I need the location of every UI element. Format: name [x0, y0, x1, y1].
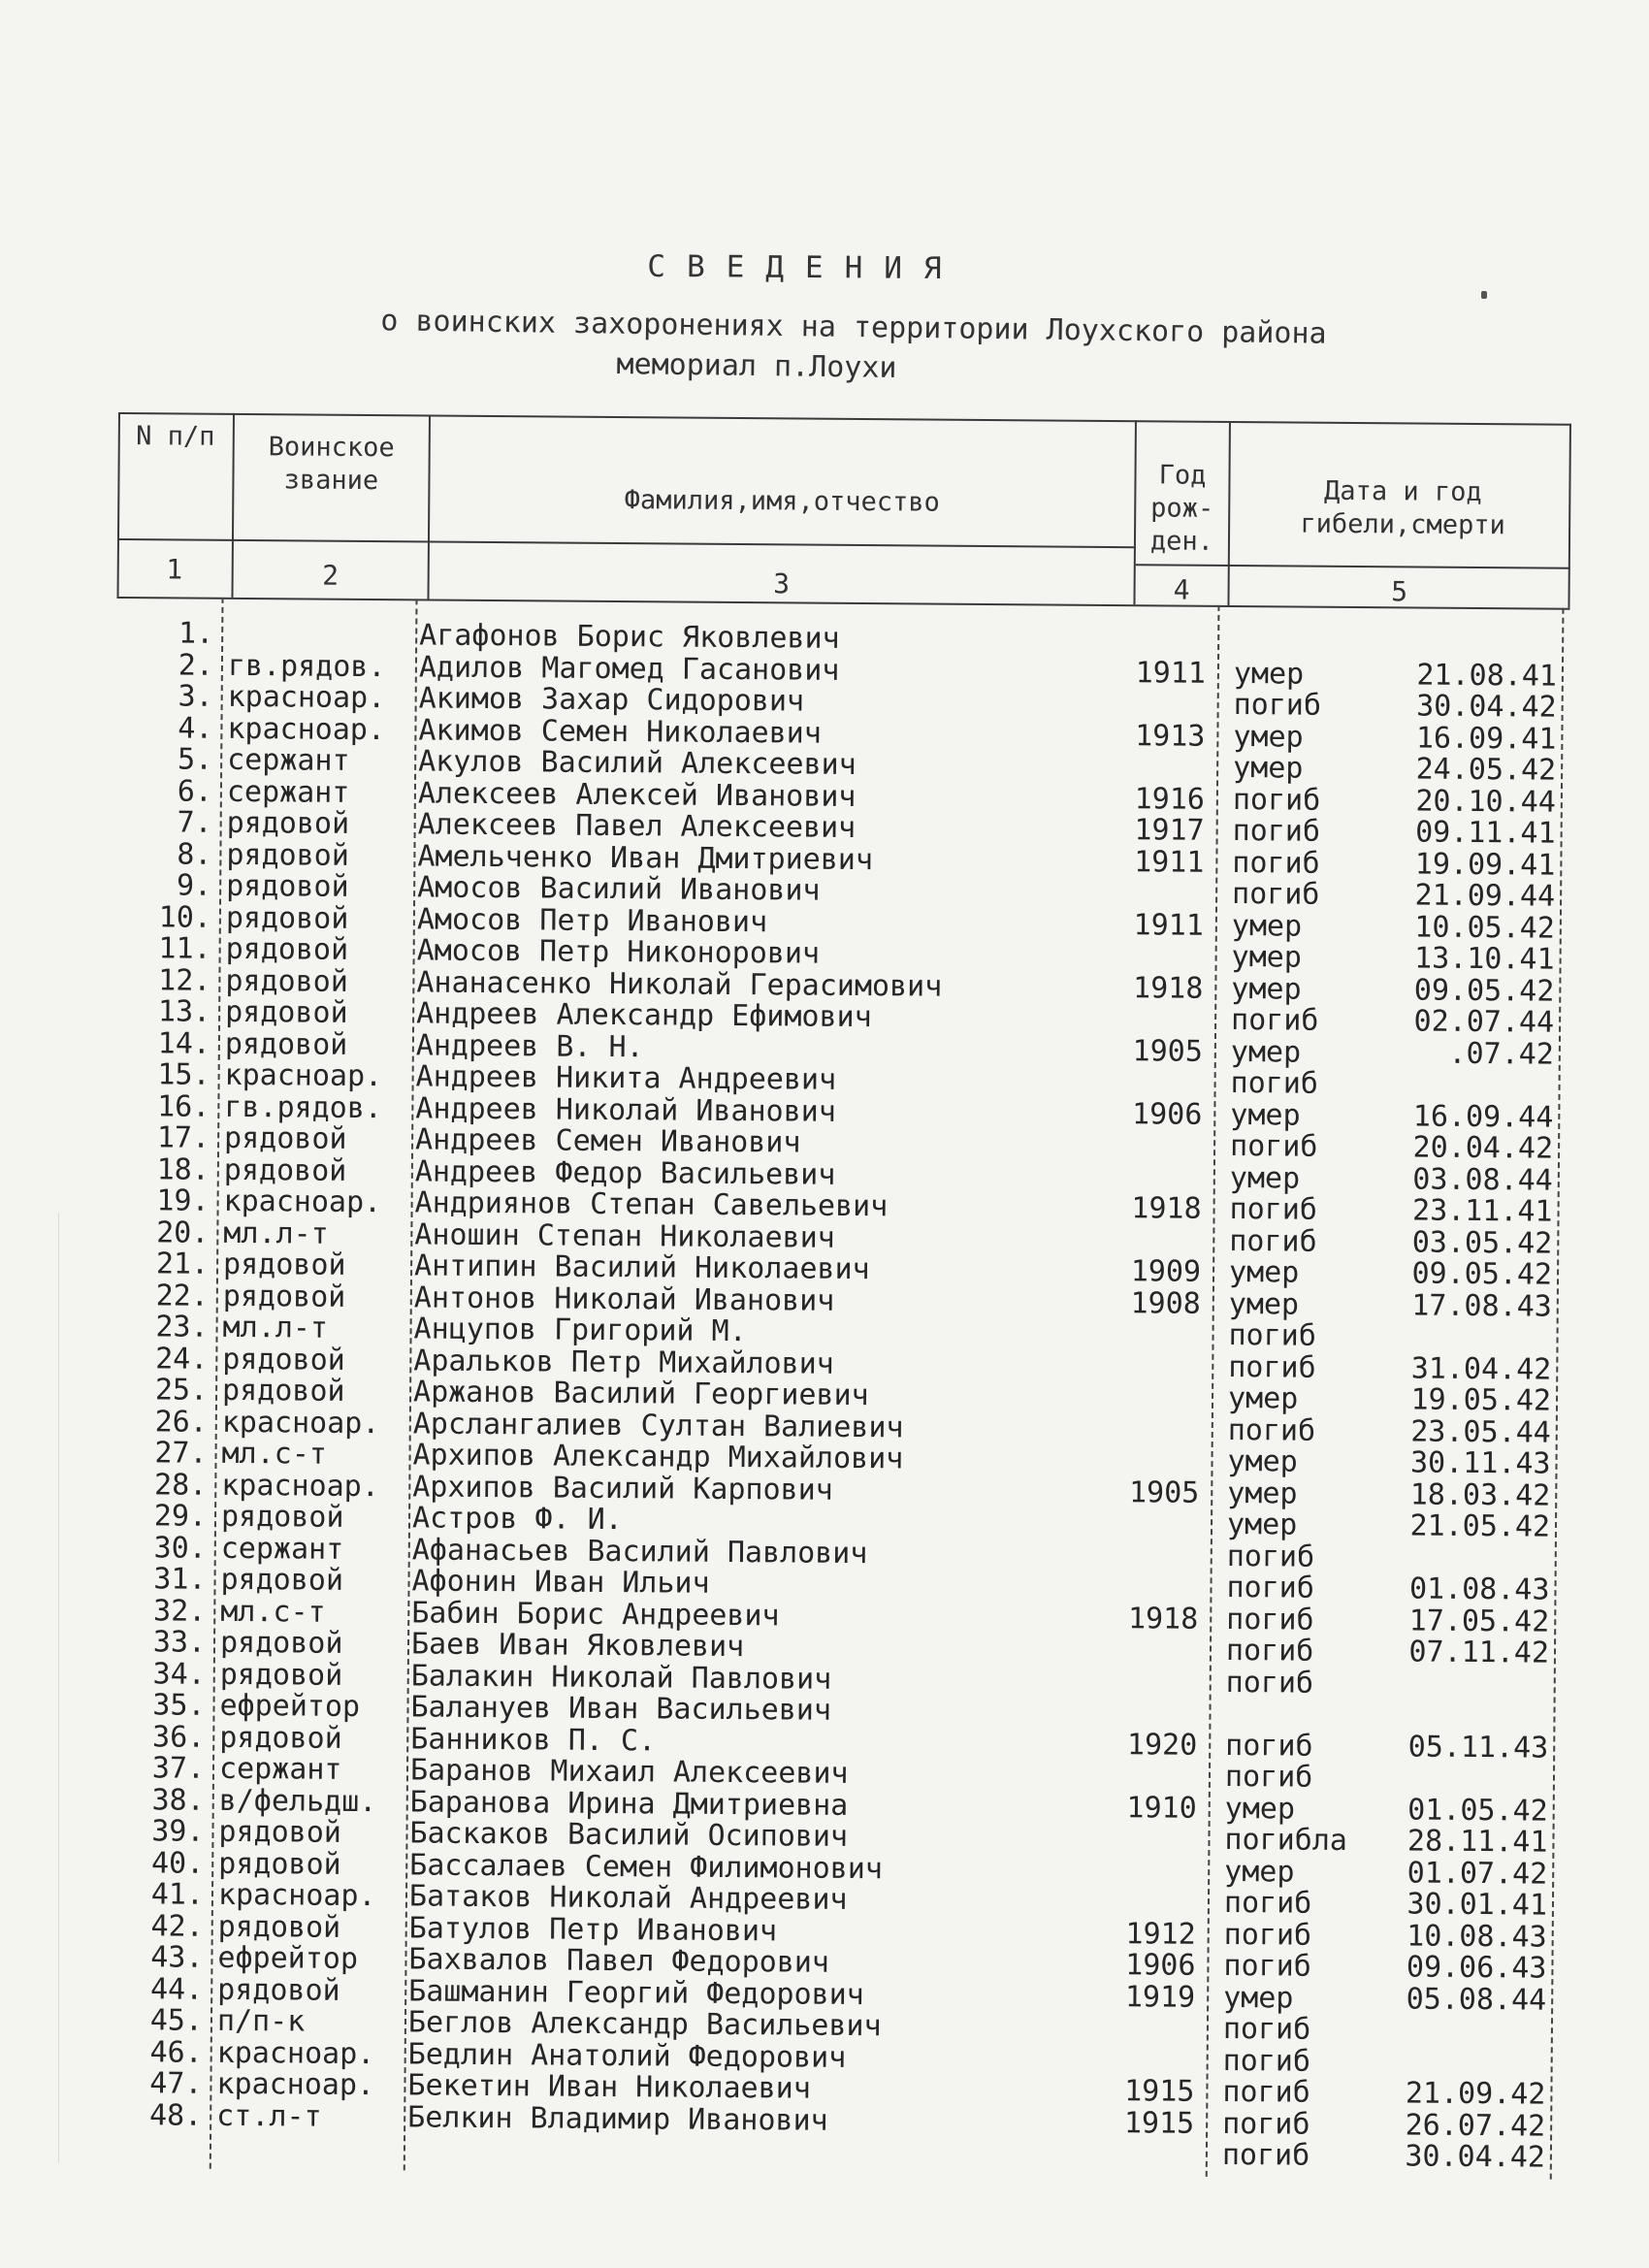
- row-number: 24.: [155, 1341, 209, 1377]
- row-number: 37.: [151, 1751, 206, 1786]
- row-full-name: Амельченко Иван Дмитриевич: [417, 838, 874, 877]
- row-death-status: погиб: [1225, 1728, 1313, 1764]
- row-number: 14.: [157, 1025, 211, 1061]
- row-full-name: Астров Ф. И.: [411, 1501, 623, 1538]
- row-death-status: умер: [1231, 940, 1303, 975]
- row-full-name: Аральков Петр Михайлович: [413, 1343, 834, 1381]
- row-death-status: погиб: [1222, 2106, 1310, 2142]
- row-death-status: погиб: [1226, 1571, 1314, 1605]
- row-birth-year: 1915: [1123, 2105, 1195, 2141]
- row-full-name: Арслангалиев Султан Валиевич: [412, 1406, 904, 1444]
- row-number: 5.: [177, 742, 213, 777]
- row-death-date: 13.10.41: [1413, 941, 1555, 977]
- row-number: 34.: [152, 1656, 206, 1692]
- row-number: 42.: [150, 1908, 204, 1944]
- row-death-status: погиб: [1222, 2011, 1311, 2047]
- row-number: 9.: [176, 868, 212, 903]
- row-full-name: Батулов Петр Иванович: [408, 1910, 778, 1948]
- row-number: 1.: [178, 616, 214, 651]
- row-rank: красноар.: [217, 1877, 376, 1914]
- row-full-name: Андреев Никита Андреевич: [415, 1059, 837, 1097]
- row-rank: рядовой: [224, 1026, 348, 1062]
- row-number: 28.: [153, 1467, 208, 1503]
- row-death-status: умер: [1230, 1097, 1301, 1133]
- row-death-status: погиб: [1229, 1223, 1317, 1259]
- row-rank: сержант: [226, 774, 350, 810]
- row-death-status: погиб: [1232, 782, 1321, 818]
- row-full-name: Афонин Иван Ильич: [411, 1564, 710, 1601]
- row-death-status: погиб: [1229, 1192, 1318, 1227]
- row-number: 19.: [156, 1183, 210, 1218]
- row-death-date: 19.09.41: [1414, 847, 1556, 883]
- row-rank: рядовой: [226, 837, 349, 873]
- row-full-name: Андреев Федор Васильевич: [414, 1153, 836, 1192]
- row-death-date: 21.05.42: [1409, 1508, 1551, 1544]
- row-number: 4.: [178, 710, 213, 746]
- row-death-date: 21.09.44: [1414, 878, 1556, 914]
- row-rank: сержант: [227, 742, 350, 778]
- row-death-status: погиб: [1222, 2043, 1311, 2079]
- row-death-status: погиб: [1228, 1349, 1316, 1385]
- row-rank: рядовой: [217, 1972, 340, 2008]
- row-full-name: Андреев Александр Ефимович: [416, 996, 872, 1035]
- colnum-4: 4: [1173, 573, 1190, 606]
- table-header-rule: [117, 538, 1136, 548]
- row-number: 17.: [156, 1120, 210, 1155]
- row-rank: сержант: [220, 1531, 344, 1567]
- row-death-status: умер: [1228, 1286, 1300, 1322]
- row-full-name: Алексеев Павел Алексеевич: [417, 807, 857, 845]
- row-rank: мл.л-т: [222, 1310, 329, 1345]
- row-rank: красноар.: [221, 1405, 380, 1441]
- row-rank: п/п-к: [216, 2003, 306, 2039]
- row-death-status: погиб: [1223, 1886, 1312, 1921]
- row-death-date: 05.08.44: [1406, 1981, 1547, 2018]
- colnum-3: 3: [773, 567, 791, 600]
- row-birth-year: 1911: [1134, 844, 1205, 880]
- row-rank: сержант: [218, 1751, 342, 1787]
- row-rank: рядовой: [225, 900, 349, 936]
- row-death-date: 01.05.42: [1407, 1792, 1548, 1829]
- row-number: 33.: [152, 1625, 207, 1660]
- row-rank: в/фельдш.: [218, 1783, 377, 1819]
- row-death-status: умер: [1227, 1444, 1298, 1479]
- row-death-date: 21.08.41: [1416, 658, 1558, 694]
- row-number: 26.: [154, 1404, 208, 1440]
- row-number: 38.: [151, 1782, 205, 1818]
- row-death-status: погиб: [1226, 1602, 1314, 1637]
- row-rank: рядовой: [217, 1909, 341, 1945]
- header-name: Фамилия,имя,отчество: [624, 485, 940, 518]
- row-birth-year: 1916: [1134, 781, 1206, 817]
- row-full-name: Акимов Захар Сидорович: [418, 681, 805, 719]
- row-death-date: 17.08.43: [1411, 1288, 1552, 1324]
- row-number: 35.: [152, 1688, 206, 1723]
- row-full-name: Андреев В. Н.: [415, 1027, 644, 1064]
- row-birth-year: 1915: [1124, 2074, 1195, 2109]
- row-death-status: умер: [1231, 908, 1303, 944]
- row-number: 43.: [150, 1940, 204, 1975]
- row-death-date: 03.05.42: [1411, 1225, 1553, 1261]
- header-rank: Воинское звание: [268, 432, 395, 497]
- row-death-date: 10.05.42: [1414, 910, 1556, 946]
- row-death-status: умер: [1233, 751, 1304, 786]
- row-rank: красноар.: [227, 679, 386, 716]
- row-death-status: умер: [1227, 1381, 1299, 1416]
- colnum-5: 5: [1391, 575, 1408, 608]
- row-number: 29.: [153, 1499, 208, 1534]
- row-birth-year: 1920: [1126, 1727, 1198, 1763]
- row-rank: рядовой: [225, 931, 349, 967]
- row-full-name: Бассалаев Семен Филимонович: [409, 1847, 884, 1886]
- row-rank: красноар.: [216, 2035, 375, 2071]
- header-num: N п/п: [136, 421, 215, 452]
- row-rank: рядовой: [219, 1720, 342, 1756]
- row-full-name: Балакин Николай Павлович: [410, 1658, 832, 1697]
- row-death-date: 01.07.42: [1406, 1855, 1548, 1892]
- row-death-date: 07.11.42: [1408, 1635, 1550, 1670]
- row-full-name: Архипов Василий Карпович: [412, 1469, 833, 1507]
- row-full-name: Анцупов Григорий М.: [413, 1312, 747, 1349]
- row-full-name: Баскаков Василий Осипович: [409, 1816, 849, 1854]
- row-full-name: Амосов Василий Иванович: [417, 870, 821, 908]
- row-birth-year: 1906: [1131, 1096, 1203, 1132]
- row-number: 40.: [150, 1845, 205, 1881]
- table-body: [105, 618, 1569, 2174]
- row-full-name: Алексеев Алексей Иванович: [417, 775, 857, 814]
- row-rank: гв.рядов.: [227, 648, 386, 684]
- row-rank: рядовой: [220, 1562, 344, 1598]
- row-number: 32.: [152, 1593, 207, 1629]
- row-number: 45.: [149, 2003, 204, 2038]
- row-full-name: Афанасьев Василий Павлович: [411, 1532, 868, 1571]
- row-death-date: 09.06.43: [1406, 1950, 1547, 1986]
- row-number: 27.: [154, 1436, 208, 1471]
- row-full-name: Баев Иван Яковлевич: [410, 1627, 745, 1665]
- row-birth-year: [1116, 2139, 1194, 2140]
- row-number: 20.: [156, 1215, 210, 1250]
- row-number: 39.: [151, 1814, 205, 1849]
- row-number: 22.: [155, 1278, 209, 1313]
- row-full-name: Аношин Степан Николаевич: [414, 1216, 835, 1255]
- row-death-date: 26.07.42: [1405, 2107, 1546, 2144]
- row-number: 23.: [155, 1310, 209, 1345]
- row-death-date: 03.08.44: [1412, 1162, 1553, 1198]
- row-death-status: погиб: [1221, 2137, 1310, 2173]
- row-number: 10.: [158, 899, 212, 935]
- row-death-status: погиб: [1225, 1665, 1314, 1701]
- colnum-2: 2: [322, 559, 340, 592]
- row-full-name: Антипин Василий Николаевич: [413, 1248, 870, 1287]
- row-death-date: 30.04.42: [1416, 689, 1557, 725]
- row-death-status: погиб: [1232, 845, 1320, 881]
- row-death-date: 30.11.43: [1409, 1445, 1551, 1481]
- row-number: 12.: [158, 962, 211, 998]
- row-death-status: погиб: [1227, 1412, 1316, 1448]
- row-full-name: Агафонов Борис Яковлевич: [419, 618, 840, 656]
- row-rank: рядовой: [226, 868, 349, 904]
- row-death-status: умер: [1224, 1791, 1296, 1827]
- row-full-name: Акимов Семен Николаевич: [418, 712, 822, 751]
- row-death-status: [1226, 1699, 1352, 1700]
- row-rank: рядовой: [221, 1373, 345, 1409]
- row-number: 46.: [149, 2034, 203, 2070]
- row-full-name: Амосов Петр Никонорович: [416, 933, 821, 971]
- row-death-date: 09.05.42: [1413, 973, 1555, 1009]
- row-death-status: умер: [1224, 1854, 1295, 1890]
- row-full-name: Бабин Борис Андреевич: [411, 1595, 780, 1633]
- row-rank: рядовой: [226, 805, 350, 841]
- row-full-name: Бекетин Иван Николаевич: [407, 2068, 812, 2106]
- row-death-status: умер: [1227, 1475, 1298, 1511]
- row-rank: гв.рядов.: [224, 1089, 383, 1125]
- row-full-name: Баранова Ирина Дмитриевна: [409, 1784, 849, 1823]
- burials-table: [105, 412, 1571, 2185]
- row-number: 15.: [157, 1057, 210, 1092]
- row-number: 21.: [155, 1247, 210, 1281]
- row-rank: мл.л-т: [223, 1215, 329, 1251]
- row-rank: красноар.: [223, 1183, 382, 1220]
- row-death-status: умер: [1226, 1507, 1298, 1542]
- row-rank: рядовой: [219, 1657, 343, 1693]
- row-birth-year: 1911: [1133, 907, 1205, 943]
- row-death-date: 23.11.41: [1411, 1193, 1553, 1229]
- row-death-date: 18.03.42: [1409, 1476, 1551, 1513]
- row-birth-year: 1918: [1131, 1191, 1202, 1226]
- row-number: 48.: [148, 2097, 203, 2133]
- row-birth-year: 1912: [1125, 1916, 1196, 1952]
- row-death-status: погиб: [1222, 2074, 1310, 2110]
- row-death-status: умер: [1223, 1980, 1294, 2016]
- row-full-name: Балануев Иван Васильевич: [410, 1690, 832, 1728]
- row-full-name: Ананасенко Николай Герасимович: [416, 964, 943, 1004]
- row-rank: рядовой: [222, 1247, 346, 1282]
- row-full-name: Батаков Николай Андреевич: [408, 1879, 848, 1917]
- row-number: 11.: [158, 931, 211, 966]
- row-full-name: Бедлин Анатолий Федорович: [407, 2036, 847, 2075]
- row-full-name: Баранов Михаил Алексеевич: [409, 1753, 849, 1791]
- row-full-name: Банников П. С.: [410, 1721, 657, 1758]
- scan-margin-line: [58, 1213, 59, 2163]
- row-full-name: Адилов Магомед Гасанович: [418, 649, 840, 688]
- row-number: 2.: [178, 647, 214, 683]
- row-birth-year: 1905: [1132, 1033, 1203, 1069]
- row-full-name: Беглов Александр Васильевич: [407, 2005, 882, 2044]
- row-number: [105, 2131, 202, 2132]
- row-number: 30.: [153, 1530, 207, 1566]
- row-birth-year: 1905: [1128, 1474, 1200, 1510]
- row-full-name: Акулов Василий Алексеевич: [418, 744, 857, 782]
- row-number: 41.: [150, 1877, 205, 1912]
- row-death-status: умер: [1230, 1034, 1302, 1070]
- row-death-date: 24.05.42: [1415, 752, 1557, 788]
- row-rank: ефрейтор: [219, 1688, 361, 1724]
- row-death-status: погиб: [1225, 1634, 1314, 1669]
- row-death-date: 02.07.44: [1413, 1004, 1555, 1040]
- row-full-name: Белкин Владимир Иванович: [407, 2099, 828, 2138]
- row-full-name: Андреев Семен Иванович: [414, 1122, 801, 1160]
- row-death-date: 09.05.42: [1411, 1256, 1553, 1292]
- row-death-date: 16.09.41: [1415, 721, 1557, 757]
- row-rank: рядовой: [225, 963, 348, 999]
- row-rank: рядовой: [220, 1499, 344, 1535]
- row-birth-year: 1909: [1130, 1254, 1202, 1289]
- row-death-date: 17.05.42: [1408, 1603, 1550, 1639]
- row-rank: ефрейтор: [217, 1940, 359, 1976]
- row-number: 47.: [149, 2066, 203, 2101]
- row-full-name: Архипов Александр Михайлович: [412, 1438, 904, 1476]
- row-number: 44.: [149, 1971, 204, 2007]
- row-death-date: 31.04.42: [1410, 1350, 1552, 1387]
- row-number: 7.: [177, 805, 212, 840]
- row-death-date: .07.42: [1448, 1036, 1554, 1072]
- ink-speck: [1481, 291, 1487, 299]
- row-rank: ст.л-т: [216, 2098, 322, 2134]
- row-death-status: умер: [1233, 656, 1305, 692]
- row-death-status: умер: [1228, 1255, 1300, 1290]
- row-death-date: 01.08.43: [1408, 1571, 1550, 1607]
- row-number: 31.: [153, 1562, 207, 1597]
- row-death-date: 05.11.43: [1407, 1729, 1549, 1766]
- row-number: 18.: [156, 1151, 210, 1187]
- row-death-status: погиб: [1223, 1948, 1311, 1984]
- row-full-name: Башманин Георгий Федорович: [408, 1973, 864, 2012]
- row-number: 6.: [177, 773, 213, 809]
- row-death-date: 20.10.44: [1415, 784, 1557, 820]
- row-death-status: погиб: [1230, 1003, 1319, 1038]
- row-birth-year: 1919: [1124, 1979, 1196, 2015]
- row-birth-year: 1908: [1130, 1285, 1201, 1321]
- row-full-name: Бахвалов Павел Федорович: [408, 1942, 830, 1980]
- row-number: 25.: [154, 1373, 209, 1408]
- row-death-status: погиб: [1223, 1917, 1312, 1953]
- document-subtitle-location: мемориал п.Лоухи: [616, 346, 897, 386]
- row-birth-year: 1906: [1125, 1948, 1196, 1983]
- row-birth-year: 1918: [1127, 1601, 1199, 1636]
- row-number: 13.: [157, 994, 211, 1029]
- row-number: 16.: [157, 1088, 210, 1124]
- row-death-date: 10.08.43: [1406, 1918, 1547, 1955]
- row-rank: рядовой: [223, 1120, 347, 1156]
- row-rank: рядовой: [218, 1846, 341, 1882]
- document-title: СВЕДЕНИЯ: [647, 248, 963, 287]
- row-birth-year: 1911: [1135, 655, 1207, 691]
- row-death-date: 30.01.41: [1406, 1887, 1548, 1923]
- row-full-name: Андриянов Степан Савельевич: [414, 1185, 889, 1224]
- row-death-date: [1368, 628, 1557, 630]
- header-year: Год рож- ден.: [1149, 460, 1214, 557]
- row-death-date: 20.04.42: [1412, 1130, 1554, 1166]
- row-number: 8.: [177, 836, 212, 872]
- row-death-status: умер: [1233, 719, 1304, 755]
- table-top-rule: [118, 412, 1571, 426]
- table-header-rule-right: [1136, 564, 1570, 569]
- row-death-date: 21.09.42: [1405, 2076, 1546, 2112]
- row-death-date: 09.11.41: [1415, 815, 1556, 851]
- row-rank: рядовой: [223, 1152, 347, 1188]
- row-rank: красноар.: [227, 711, 386, 747]
- row-death-status: погибла: [1224, 1823, 1348, 1858]
- row-death-date: 23.05.44: [1410, 1413, 1551, 1450]
- row-full-name: Андреев Николай Иванович: [415, 1090, 836, 1129]
- row-rank: рядовой: [225, 994, 348, 1030]
- row-number: 3.: [178, 679, 213, 714]
- row-death-status: погиб: [1226, 1539, 1315, 1574]
- row-death-status: погиб: [1228, 1318, 1317, 1353]
- row-full-name: Антонов Николай Иванович: [413, 1280, 835, 1318]
- row-rank: рядовой: [222, 1342, 345, 1377]
- row-death-date: 30.04.42: [1405, 2139, 1546, 2175]
- document-subtitle: о воинских захоронениях на территории Лоухского района: [380, 304, 1327, 351]
- row-birth-year: 1917: [1134, 813, 1205, 848]
- row-rank: [228, 619, 432, 621]
- row-full-name: Аржанов Василий Георгиевич: [412, 1375, 869, 1413]
- row-death-status: погиб: [1231, 877, 1320, 912]
- row-death-status: погиб: [1224, 1760, 1313, 1795]
- row-rank: мл.с-т: [220, 1594, 326, 1630]
- row-birth-year: 1918: [1132, 970, 1204, 1006]
- row-death-status: погиб: [1233, 688, 1322, 723]
- row-number: 36.: [151, 1719, 206, 1755]
- row-death-status: погиб: [1229, 1129, 1318, 1164]
- row-rank: красноар.: [224, 1057, 383, 1094]
- row-death-status: погиб: [1232, 814, 1321, 849]
- row-rank: красноар.: [221, 1468, 380, 1504]
- row-death-status: погиб: [1230, 1066, 1319, 1101]
- row-rank: рядовой: [222, 1279, 346, 1314]
- row-death-status: умер: [1229, 1160, 1301, 1196]
- colnum-1: 1: [166, 553, 183, 586]
- row-death-status: умер: [1231, 971, 1302, 1007]
- row-death-date: 16.09.44: [1412, 1099, 1554, 1135]
- row-rank: мл.с-т: [221, 1436, 328, 1472]
- header-death: Дата и год гибели,смерти: [1300, 475, 1505, 541]
- row-rank: рядовой: [219, 1625, 343, 1661]
- row-full-name: Амосов Петр Иванович: [416, 901, 768, 939]
- row-birth-year: 1913: [1135, 718, 1206, 754]
- row-death-date: 28.11.41: [1406, 1824, 1548, 1860]
- row-death-date: 19.05.42: [1410, 1382, 1552, 1418]
- row-rank: рядовой: [218, 1814, 342, 1850]
- row-death-status: [1234, 627, 1360, 628]
- row-birth-year: 1910: [1126, 1790, 1197, 1826]
- row-rank: красноар.: [216, 2066, 375, 2103]
